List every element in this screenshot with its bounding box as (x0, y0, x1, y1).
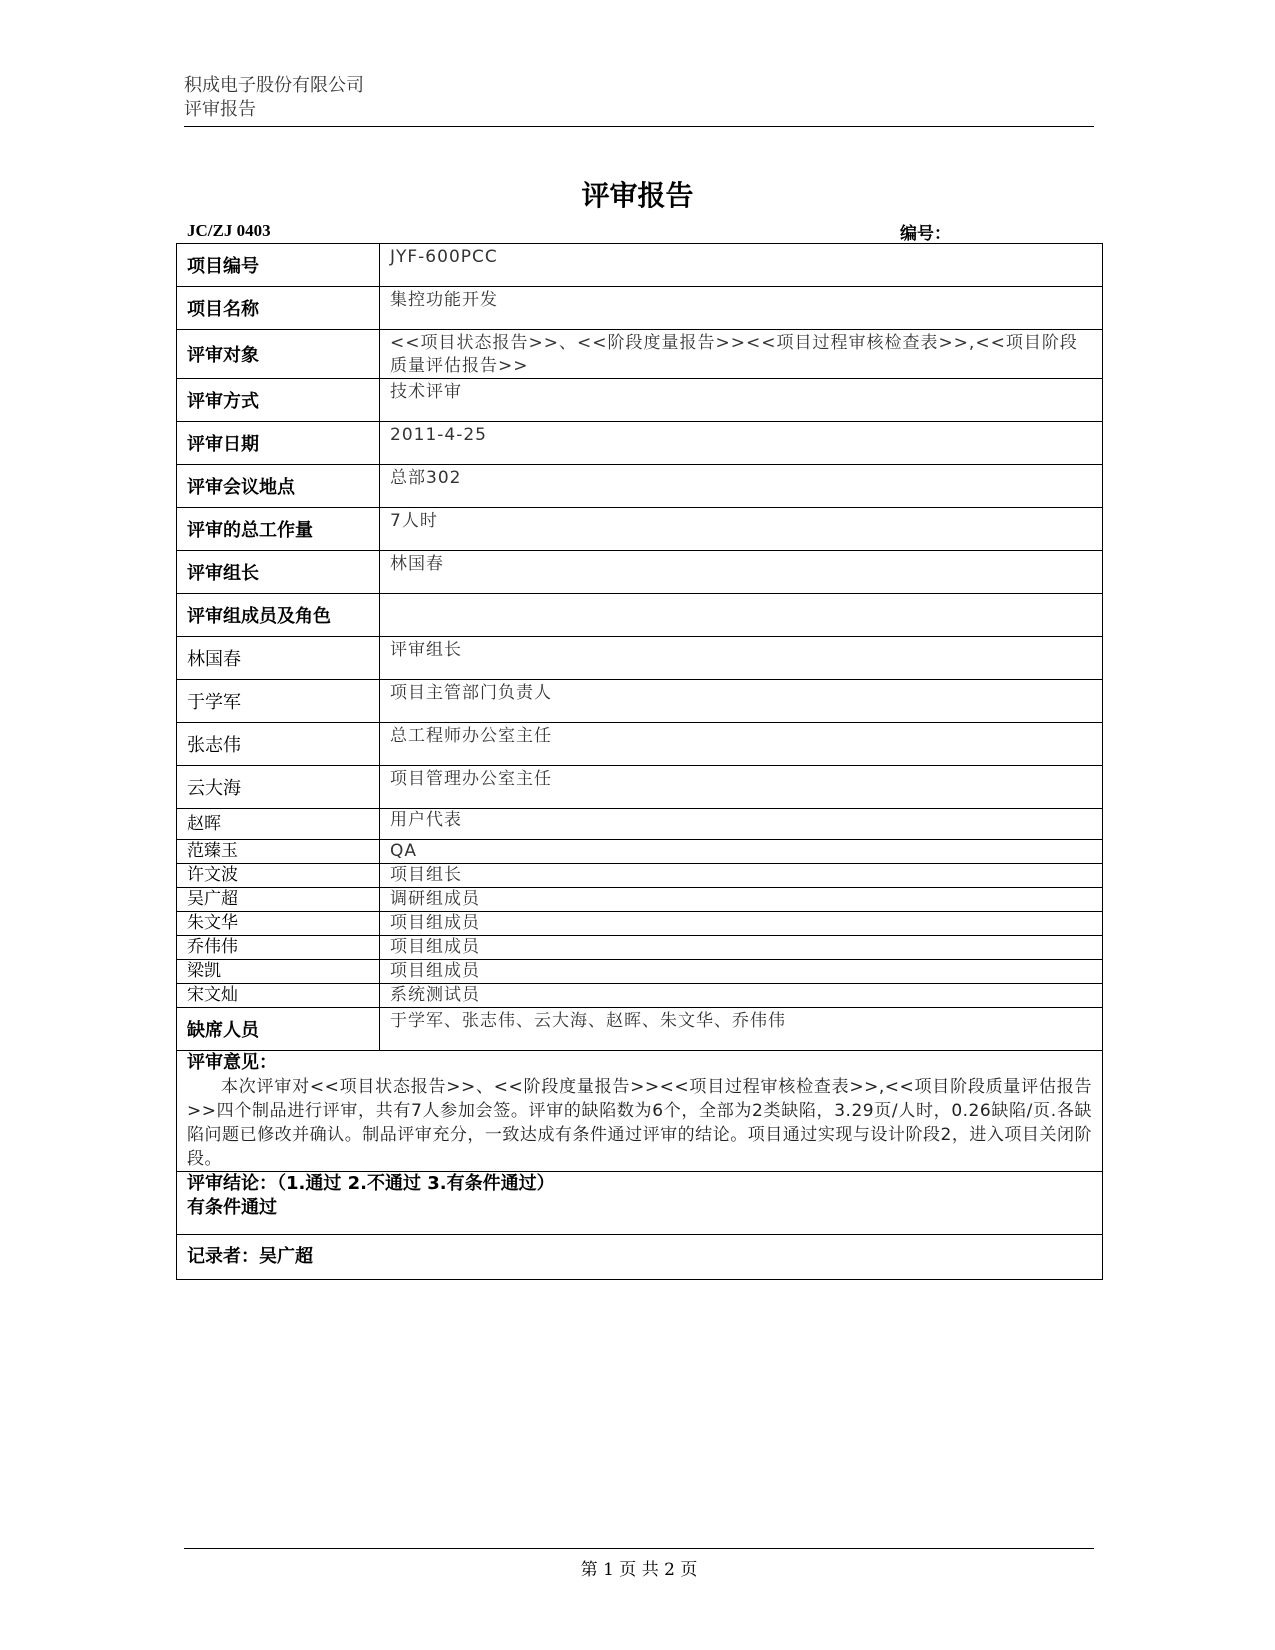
document-code: JC/ZJ 0403 (187, 221, 271, 240)
conclusion-value: 有条件通过 (187, 1197, 277, 1218)
page-header (184, 74, 1094, 127)
field-row (177, 551, 1103, 594)
member-role: 评审组长 (380, 637, 1103, 680)
member-role: 项目管理办公室主任 (380, 766, 1103, 809)
member-role: 项目组长 (380, 864, 1103, 888)
member-row (177, 840, 1103, 864)
opinion-label: 评审意见： (187, 1052, 277, 1073)
member-row (177, 864, 1103, 888)
opinion-cell (177, 1051, 1103, 1172)
field-row (177, 422, 1103, 465)
field-label: 项目名称 (177, 287, 380, 330)
member-row (177, 809, 1103, 840)
field-row (177, 287, 1103, 330)
page-footer: 第 1 页 共 2 页 (184, 1548, 1094, 1580)
field-label: 评审会议地点 (177, 465, 380, 508)
field-label: 评审方式 (177, 379, 380, 422)
recorder-label: 记录者： (187, 1246, 259, 1267)
header-doc-name: 评审报告 (184, 99, 256, 120)
member-name: 张志伟 (177, 723, 380, 766)
serial-number-label: 编号： (900, 224, 951, 244)
member-name: 朱文华 (177, 912, 380, 936)
member-role: 用户代表 (380, 809, 1103, 840)
member-role: 系统测试员 (380, 984, 1103, 1008)
recorder-row (177, 1235, 1103, 1280)
field-label: 评审组长 (177, 551, 380, 594)
field-value: 7人时 (380, 508, 1103, 551)
member-name: 云大海 (177, 766, 380, 809)
member-name: 乔伟伟 (177, 936, 380, 960)
member-role: 调研组成员 (380, 888, 1103, 912)
company-name: 积成电子股份有限公司 (184, 75, 364, 96)
member-role: QA (380, 840, 1103, 864)
recorder-name: 吴广超 (259, 1246, 313, 1267)
field-value: <<项目状态报告>>、<<阶段度量报告>><<项目过程审核检查表>>,<<项目阶段质量评估报告>> (380, 330, 1103, 379)
member-row (177, 936, 1103, 960)
field-value: 技术评审 (380, 379, 1103, 422)
member-role: 项目组成员 (380, 960, 1103, 984)
member-name: 宋文灿 (177, 984, 380, 1008)
opinion-row (177, 1051, 1103, 1172)
absent-row (177, 1008, 1103, 1051)
member-role: 总工程师办公室主任 (380, 723, 1103, 766)
field-row (177, 508, 1103, 551)
member-role: 项目组成员 (380, 912, 1103, 936)
field-row (177, 465, 1103, 508)
field-value: 林国春 (380, 551, 1103, 594)
absent-value: 于学军、张志伟、云大海、赵晖、朱文华、乔伟伟 (380, 1008, 1103, 1051)
member-name: 吴广超 (177, 888, 380, 912)
review-form-table (176, 243, 1103, 1280)
conclusion-row (177, 1172, 1103, 1235)
member-role: 项目组成员 (380, 936, 1103, 960)
field-row (177, 594, 1103, 637)
member-role: 项目主管部门负责人 (380, 680, 1103, 723)
member-name: 范臻玉 (177, 840, 380, 864)
member-row (177, 680, 1103, 723)
member-row (177, 637, 1103, 680)
field-row (177, 330, 1103, 379)
recorder-cell (177, 1235, 1103, 1280)
member-name: 许文波 (177, 864, 380, 888)
field-label: 评审的总工作量 (177, 508, 380, 551)
field-value: 2011-4-25 (380, 422, 1103, 465)
conclusion-cell (177, 1172, 1103, 1235)
member-row (177, 888, 1103, 912)
field-value: JYF-600PCC (380, 244, 1103, 287)
field-row (177, 244, 1103, 287)
field-value: 集控功能开发 (380, 287, 1103, 330)
field-value (380, 594, 1103, 637)
member-name: 梁凯 (177, 960, 380, 984)
member-row (177, 723, 1103, 766)
field-row (177, 379, 1103, 422)
field-label: 项目编号 (177, 244, 380, 287)
member-name: 于学军 (177, 680, 380, 723)
member-name: 林国春 (177, 637, 380, 680)
conclusion-label: 评审结论：（1.通过 2.不通过 3.有条件通过） (187, 1173, 555, 1194)
field-label: 评审组成员及角色 (177, 594, 380, 637)
field-value: 总部302 (380, 465, 1103, 508)
member-row (177, 960, 1103, 984)
member-name: 赵晖 (177, 809, 380, 840)
document-title: 评审报告 (581, 179, 694, 212)
member-row (177, 766, 1103, 809)
absent-label: 缺席人员 (177, 1008, 380, 1051)
opinion-text: 本次评审对<<项目状态报告>>、<<阶段度量报告>><<项目过程审核检查表>>,<<项目阶段质量评估报告>>四个制品进行评审，共有7人参加会签。评审的缺陷数为6个，全部为2类缺陷，3.29页/人时，0.26缺陷/页.各缺陷问题已修改并确认。制品评审充分，一致达成有条件通过评审的结论。项目通过实现与设计阶段2，进入项目关闭阶段。 (187, 1077, 1092, 1169)
field-label: 评审日期 (177, 422, 380, 465)
member-row (177, 912, 1103, 936)
field-label: 评审对象 (177, 330, 380, 379)
member-row (177, 984, 1103, 1008)
